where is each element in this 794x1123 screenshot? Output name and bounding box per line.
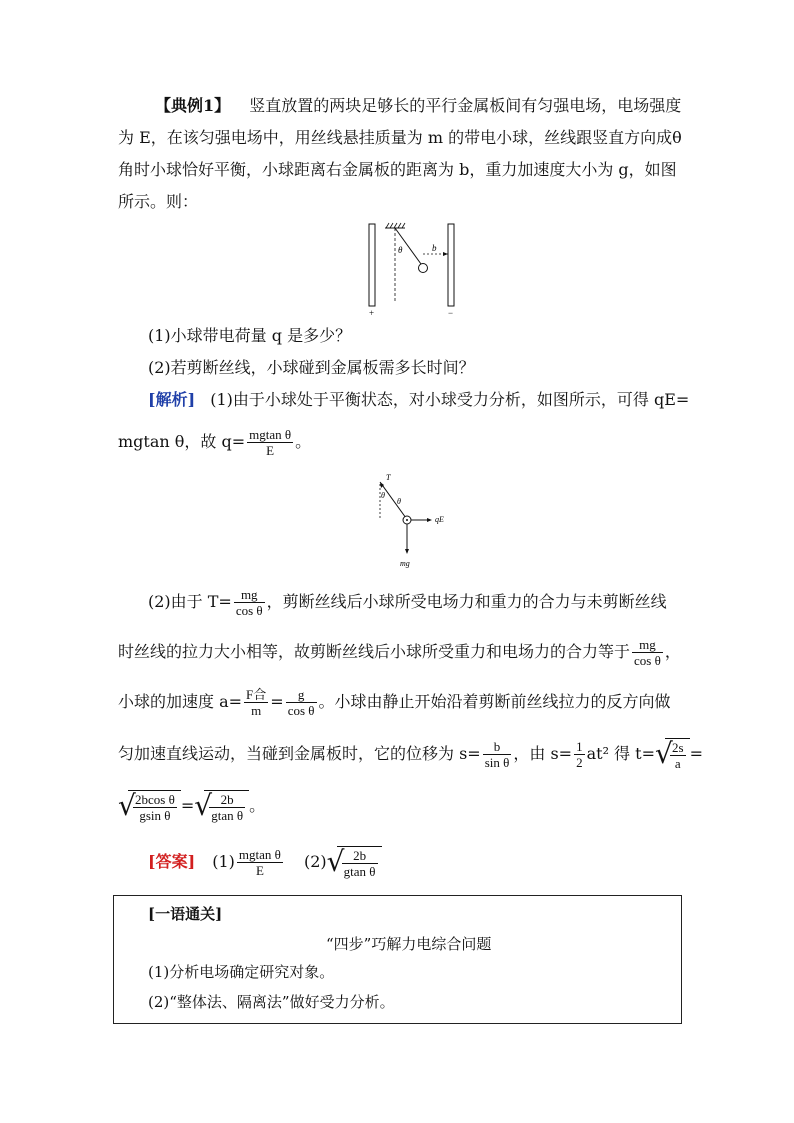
fraction-q-den: E <box>266 443 275 458</box>
label-theta-1: θ <box>381 491 385 500</box>
fraction-g-den: cos θ <box>287 703 315 718</box>
problem-line-2: 为 E，在该匀强电场中，用丝线悬挂质量为 m 的带电小球，丝线跟竖直方向成θ <box>118 128 682 147</box>
fraction-T-den: cos θ <box>235 603 263 618</box>
fraction-T <box>234 587 265 618</box>
fraction-resultant <box>632 637 663 668</box>
answer-2-num: 2b <box>342 848 378 864</box>
answer-2-den: gtan θ <box>343 863 376 879</box>
label-mg: mg <box>400 559 410 568</box>
label-theta: θ <box>398 245 403 255</box>
analysis-line-5 <box>118 686 671 718</box>
fraction-F-den: m <box>251 703 262 718</box>
analysis-tag: [解析] <box>148 390 196 409</box>
analysis-part1-end: 。 <box>295 432 312 451</box>
question-2: (2)若剪断丝线，小球碰到金属板需多长时间？ <box>148 358 475 377</box>
fraction-g-over-cos <box>286 687 317 718</box>
ceiling-hatch <box>386 223 405 228</box>
analysis-part2-line4-c: at² 得 t= <box>586 744 655 763</box>
analysis-part1-text: (1)由于小球处于平衡状态，对小球受力分析，如图所示，可得 qE= <box>210 390 690 409</box>
summary-title: “四步”巧解力电综合问题 <box>326 935 492 953</box>
label-b: b <box>432 243 437 253</box>
answer-1-prefix: (1) <box>212 852 235 871</box>
analysis-line-7 <box>118 790 265 823</box>
answer-line <box>148 846 382 879</box>
sqrt1-num: 2s <box>672 739 684 755</box>
fraction-resultant-den: cos θ <box>634 653 661 668</box>
arrow-b-head <box>443 252 448 256</box>
summary-item-1: (1)分析电场确定研究对象。 <box>148 963 335 981</box>
analysis-line-1 <box>148 384 689 416</box>
label-qE: qE <box>435 515 444 524</box>
figure-parallel-plates <box>355 220 475 318</box>
problem-line-1 <box>155 90 681 122</box>
summary-box <box>113 895 682 1024</box>
label-T: T <box>386 473 391 482</box>
left-plate <box>369 224 375 306</box>
sqrt-2bcos-over-gsin: √ $\frac{\text{2bcos θ}}{\text{gsin θ}}$ <box>118 790 181 823</box>
charged-ball <box>419 264 428 273</box>
label-plus: + <box>369 308 375 318</box>
fraction-q-num: mgtan θ <box>249 427 292 442</box>
sqrt2-den: gsin θ <box>139 807 171 823</box>
answer-2-sqrt: √ $\frac{2b}{\text{gtan θ}}$ <box>327 846 382 879</box>
analysis-part1-line2: mgtan θ，故 q= <box>118 432 246 451</box>
fraction-s <box>483 739 512 770</box>
fraction-T-num: mg <box>234 587 265 603</box>
analysis-part2-a: (2)由于 T= <box>148 592 232 611</box>
analysis-part2-line3-b: 。小球由静止开始沿着剪断前丝线拉力的反方向做 <box>318 692 671 711</box>
fraction-F-num: F合 <box>246 687 267 702</box>
fraction-s-den: sin θ <box>484 755 510 770</box>
answer-1-den: E <box>255 863 264 878</box>
qE-arrow-head <box>427 518 432 522</box>
analysis-part2-line5-end: 。 <box>249 796 266 815</box>
sqrt-2b-over-gtan: √ $\frac{2b}{\text{gtan θ}}$ <box>194 790 249 823</box>
sqrt3-num: 2b <box>209 792 245 808</box>
analysis-part2-line3-a: 小球的加速度 a= <box>118 692 243 711</box>
analysis-part2-line4-a: 匀加速直线运动，当碰到金属板时，它的位移为 s= <box>118 744 481 763</box>
analysis-line-6 <box>118 738 703 771</box>
equals-sign: = <box>270 692 284 711</box>
problem-text-1: 竖直放置的两块足够长的平行金属板间有匀强电场，电场强度 <box>249 96 682 115</box>
problem-tag: 【典例1】 <box>155 96 231 115</box>
tension-line <box>380 482 406 518</box>
fraction-s-num: b <box>483 739 512 755</box>
label-theta-2: θ <box>397 497 401 506</box>
analysis-line-2 <box>118 426 311 458</box>
answer-1-fraction <box>237 847 283 878</box>
summary-item-2: (2)“整体法、隔离法”做好受力分析。 <box>148 993 395 1011</box>
sqrt2-num: 2bcos θ <box>135 791 175 807</box>
sqrt1-den: a <box>674 755 681 771</box>
answer-1-num: mgtan θ <box>238 847 281 862</box>
problem-line-3: 角时小球恰好平衡，小球距离右金属板的距离为 b，重力加速度大小为 g，如图 <box>118 160 677 179</box>
analysis-part2-b: ，剪断丝线后小球所受电场力和重力的合力与未剪断丝线 <box>266 592 667 611</box>
answer-tag: [答案] <box>148 852 196 871</box>
fraction-resultant-num: mg <box>632 637 663 653</box>
problem-line-4: 所示。则： <box>118 192 199 211</box>
analysis-part2-line4-d: = <box>689 744 703 763</box>
analysis-part2-line4-b: ，由 s= <box>513 744 573 763</box>
sqrt3-den: gtan θ <box>211 807 244 823</box>
fraction-half-den: 2 <box>576 755 583 770</box>
analysis-part2-line2: 时丝线的拉力大小相等，故剪断丝线后小球所受重力和电场力的合力等于 <box>118 642 631 661</box>
fraction-q <box>247 427 293 458</box>
label-minus: − <box>448 308 454 318</box>
summary-tag: [一语通关] <box>148 905 223 923</box>
figure-force-diagram <box>364 470 464 570</box>
mg-arrow-head <box>405 549 409 554</box>
fraction-F-over-m <box>244 687 268 718</box>
force-ball-center <box>406 519 408 521</box>
analysis-line-4 <box>118 636 681 668</box>
right-plate <box>448 224 454 306</box>
analysis-part2-line5-eq: = <box>180 796 195 815</box>
fraction-half <box>574 739 585 770</box>
sqrt-2s-over-a: √ $\frac{2s}{a}$ <box>655 738 690 771</box>
analysis-line-3 <box>148 586 667 618</box>
analysis-part2-line2-end: ， <box>664 642 681 661</box>
answer-2-prefix: (2) <box>304 852 327 871</box>
fraction-half-num: 1 <box>576 739 583 754</box>
fraction-g-num: g <box>286 687 317 703</box>
question-1: (1)小球带电荷量 q 是多少？ <box>148 326 352 345</box>
